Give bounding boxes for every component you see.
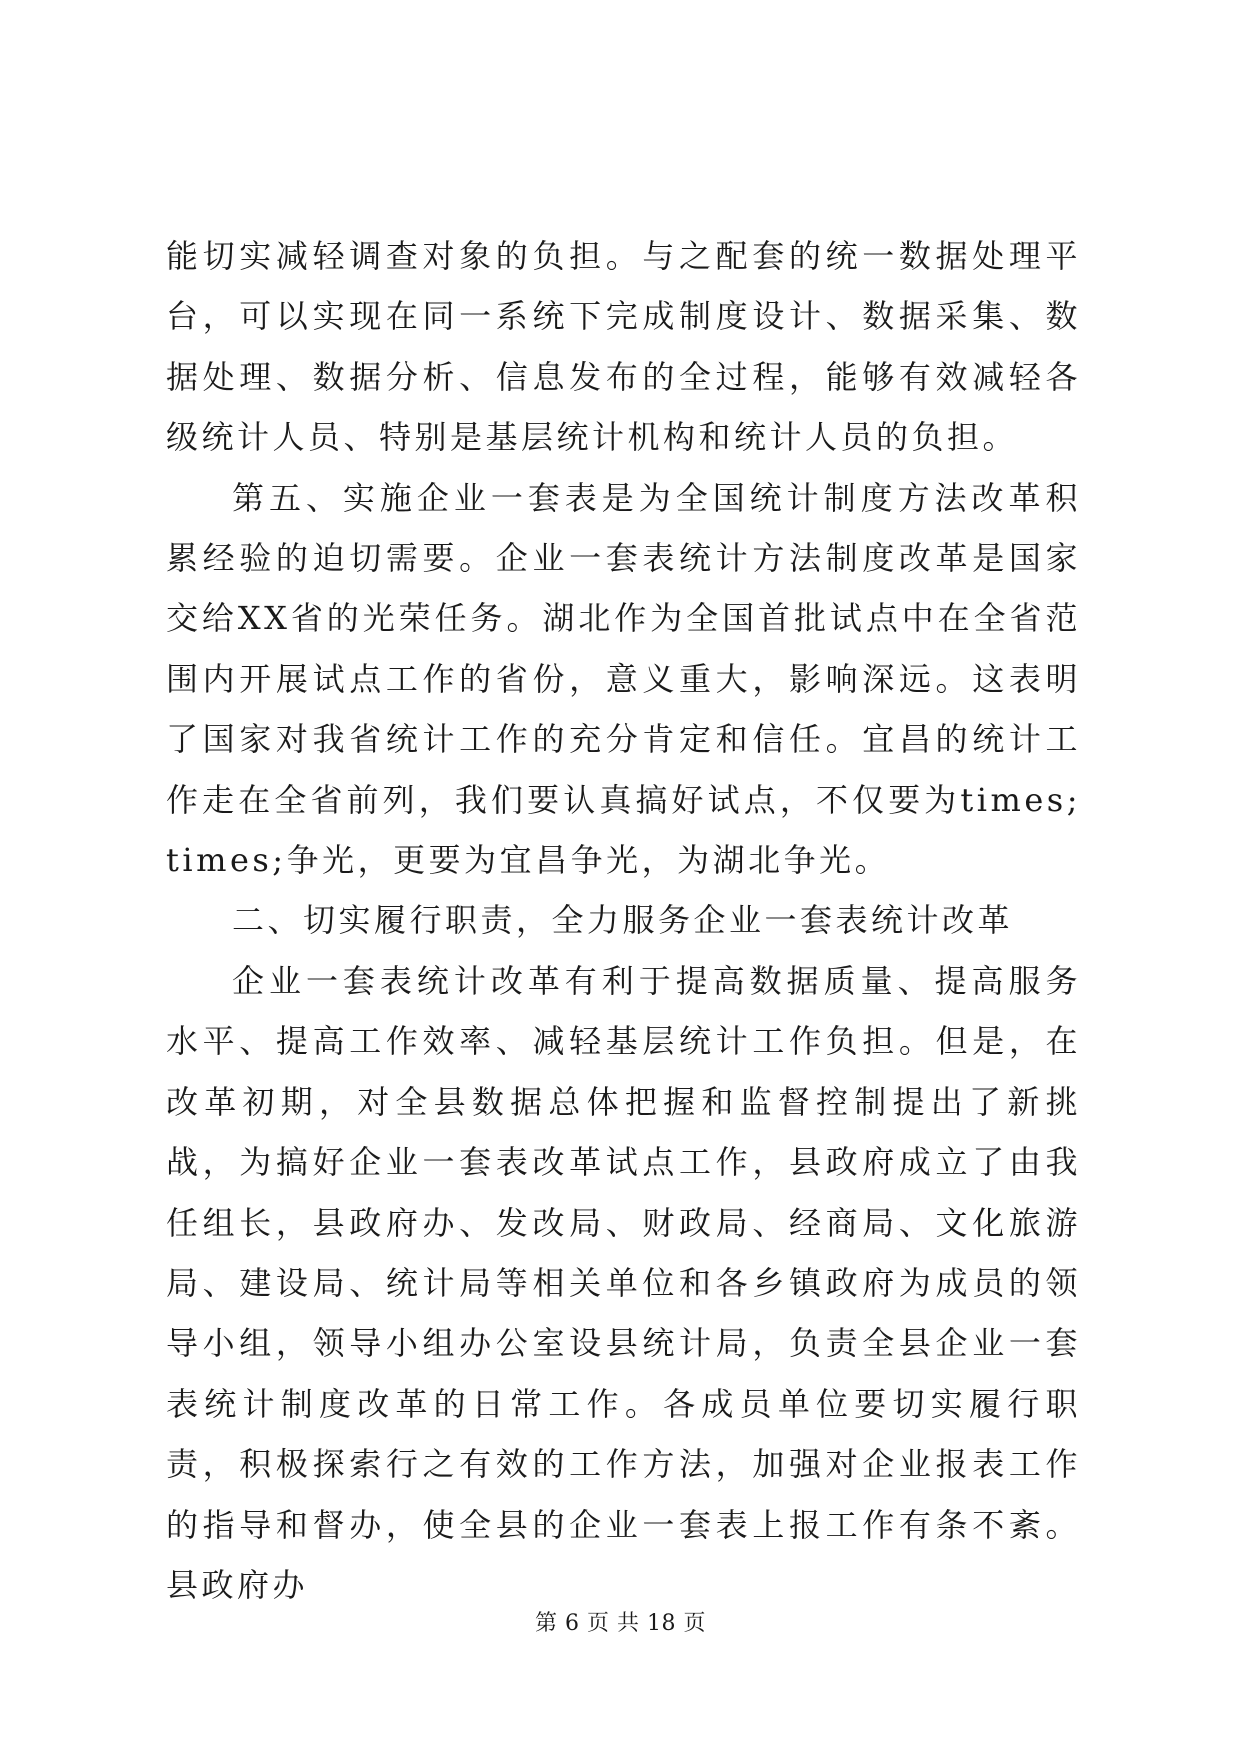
- section-heading-two: 二、切实履行职责，全力服务企业一套表统计改革: [232, 901, 1014, 940]
- paragraph-fifth-point: 第五、实施企业一套表是为全国统计制度方法改革积累经验的迫切需要。企业一套表统计方法制度改革是国家交给XX省的光荣任务。湖北作为全国首批试点中在全省范围内开展试点工作的省份，意义重大，影响深远。这表明了国家对我省统计工作的充分肯定和信任。宜昌的统计工作走在全省前列，我们要认真搞好试点，不仅要为times;times;争光，更要为宜昌争光，为湖北争光。: [166, 478, 1081, 880]
- paragraph-reform-body: 企业一套表统计改革有利于提高数据质量、提高服务水平、提高工作效率、减轻基层统计工作负担。但是，在改革初期，对全县数据总体把握和监督控制提出了新挑战，为搞好企业一套表改革试点工作，县政府成立了由我任组长，县政府办、发改局、财政局、经商局、文化旅游局、建设局、统计局等相关单位和各乡镇政府为成员的领导小组，领导小组办公室设县统计局，负责全县企业一套表统计制度改革的日常工作。各成员单位要切实履行职责，积极探索行之有效的工作方法，加强对企业报表工作的指导和督办，使全县的企业一套表上报工作有条不紊。县政府办: [166, 961, 1081, 1604]
- paragraph-continuation: 能切实减轻调查对象的负担。与之配套的统一数据处理平台，可以实现在同一系统下完成制度设计、数据采集、数据处理、数据分析、信息发布的全过程，能够有效减轻各级统计人员、特别是基层统计机构和统计人员的负担。: [166, 237, 1081, 457]
- document-body: [166, 226, 1081, 1615]
- page-number-footer: 第 6 页 共 18 页: [535, 1611, 706, 1636]
